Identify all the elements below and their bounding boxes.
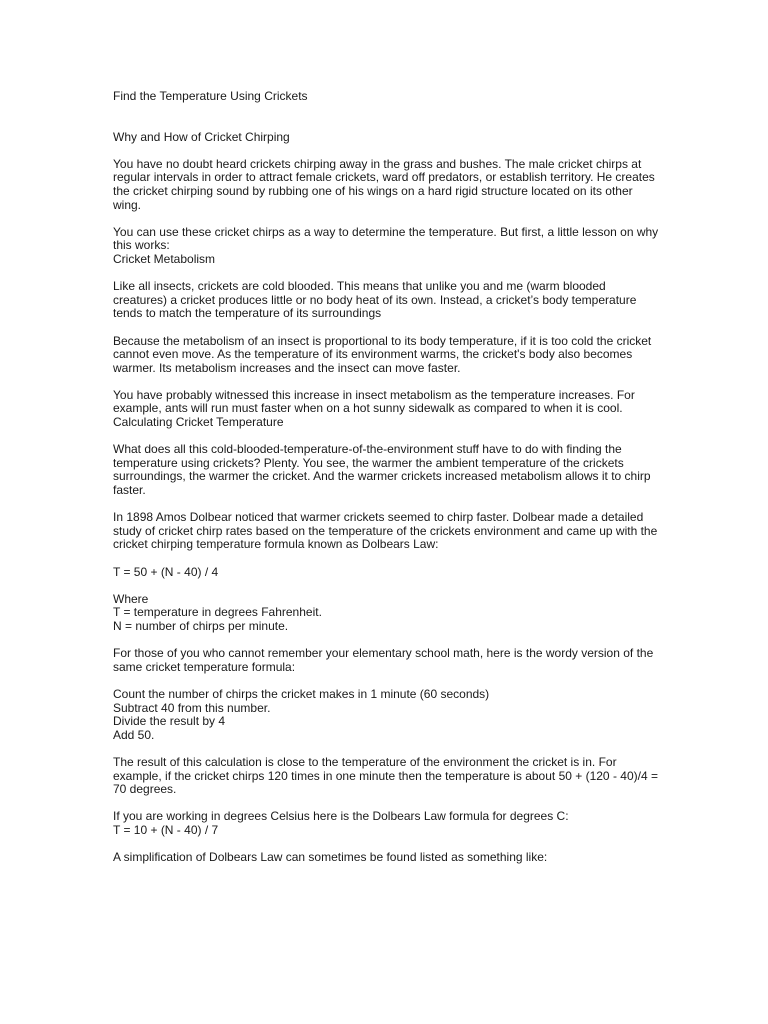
where-label: Where [113,591,149,606]
paragraph-wordy-version: For those of you who cannot remember your elementary school math, here is the wordy version of the same cricket temperature formula: [113,646,654,674]
paragraph-dolbear: In 1898 Amos Dolbear noticed that warmer crickets seemed to chirp faster. Dolbear made a detailed study of cricket chirp rates based on the temperature of the crickets environment and came up with the cricket chirping temperature formula known as Dolbears Law: [113,510,658,552]
paragraph-cold-blooded: Like all insects, crickets are cold blooded. This means that unlike you and me (warm blooded creatures) a cricket produces little or no body heat of its own. Instead, a cricket’s body temperature tends to match the temperature of its surroundings [113,279,637,321]
section-heading-cricket-chirping: Why and How of Cricket Chirping [113,129,290,144]
paragraph-ants-example: You have probably witnessed this increase in insect metabolism as the temperature increases. For example, ants will run must faster when on a hot sunny sidewalk as compared to when it is cool. [113,387,635,416]
step-subtract: Subtract 40 from this number. [113,700,271,715]
where-n-definition: N = number of chirps per minute. [113,618,289,633]
formula-fahrenheit: T = 50 + (N - 40) / 4 [113,564,219,579]
paragraph-cold-blooded-stuff: What does all this cold-blooded-temperature-of-the-environment stuff have to do with finding the temperature using crickets? Plenty. You see, the warmer the ambient temperature of the crickets surroundings, the warmer the cricket. And the warmer crickets increased metabolism allows it to chirp faster. [113,442,651,498]
document-page [113,90,661,865]
paragraph-metabolism-proportional: Because the metabolism of an insect is proportional to its body temperature, if it is too cold the cricket cannot even move. As the temperature of its environment warms, the cricket's body also becomes warmer. Its metabolism increases and the insect can move faster. [113,333,652,375]
paragraph-simplification: A simplification of Dolbears Law can sometimes be found listed as something like: [113,850,548,865]
paragraph-result-example: The result of this calculation is close to the temperature of the environment the cricket is in. For example, if the cricket chirps 120 times in one minute then the temperature is about 50 + (120 - 40)/4 = 70 degrees. [113,754,658,797]
formula-celsius: T = 10 + (N - 40) / 7 [113,822,219,837]
step-divide: Divide the result by 4 [113,714,226,729]
step-add: Add 50. [113,727,155,742]
step-count-chirps: Count the number of chirps the cricket makes in 1 minute (60 seconds) [113,686,490,701]
paragraph-celsius: If you are working in degrees Celsius here is the Dolbears Law formula for degrees C: [113,809,569,824]
section-heading-metabolism: Cricket Metabolism [113,251,216,266]
where-t-definition: T = temperature in degrees Fahrenheit. [113,605,322,620]
section-heading-calculating: Calculating Cricket Temperature [113,415,284,430]
paragraph-use-chirps: You can use these cricket chirps as a way to determine the temperature. But first, a little lesson on why this works: [113,224,659,253]
document-title: Find the Temperature Using Crickets [113,89,308,103]
paragraph-intro: You have no doubt heard crickets chirping away in the grass and bushes. The male cricket chirps at regular intervals in order to attract female crickets, ward off predators, or establish territory. He creates the cricket chirping sound by rubbing one of his wings on a hard rigid structure located on its other wing. [113,156,655,212]
